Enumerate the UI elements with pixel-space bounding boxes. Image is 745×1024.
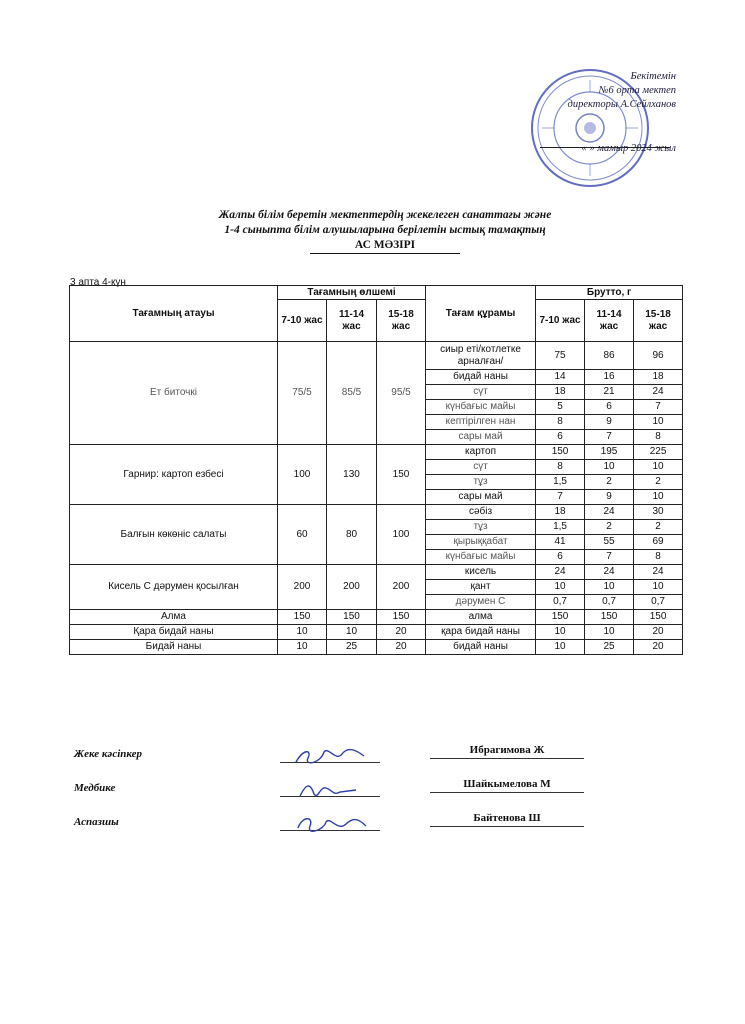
portion-7-10: 200 — [278, 565, 327, 610]
brutto-15-18: 10 — [634, 580, 683, 595]
brutto-15-18: 96 — [634, 342, 683, 370]
ingredient-name: сәбіз — [426, 505, 536, 520]
approval-block — [526, 70, 676, 156]
brutto-7-10: 41 — [536, 535, 585, 550]
ingredient-name: сары май — [426, 430, 536, 445]
brutto-15-18: 8 — [634, 550, 683, 565]
ingredient-name: сиыр еті/котлетке арналған/ — [426, 342, 536, 370]
portion-15-18: 20 — [377, 625, 426, 640]
brutto-11-14: 150 — [585, 610, 634, 625]
brutto-11-14: 0,7 — [585, 595, 634, 610]
table-row — [70, 640, 683, 655]
approval-signature-line — [540, 147, 670, 148]
dish-name: Алма — [70, 610, 278, 625]
signature-role: Жеке кәсіпкер — [74, 748, 143, 760]
brutto-7-10: 0,7 — [536, 595, 585, 610]
brutto-11-14: 7 — [585, 550, 634, 565]
dish-name: Гарнир: картоп езбесі — [70, 445, 278, 505]
brutto-11-14: 9 — [585, 415, 634, 430]
dish-name: Бидай наны — [70, 640, 278, 655]
signature-name: Шайкымелова М — [430, 778, 584, 793]
brutto-7-10: 1,5 — [536, 520, 585, 535]
portion-11-14: 150 — [327, 610, 377, 625]
ingredient-name: сүт — [426, 385, 536, 400]
header-brutto-age-11-14: 11-14 жас — [585, 300, 634, 342]
portion-7-10: 10 — [278, 640, 327, 655]
portion-7-10: 150 — [278, 610, 327, 625]
portion-15-18: 150 — [377, 445, 426, 505]
brutto-11-14: 25 — [585, 640, 634, 655]
portion-7-10: 10 — [278, 625, 327, 640]
ingredient-name: сары май — [426, 490, 536, 505]
brutto-11-14: 21 — [585, 385, 634, 400]
brutto-7-10: 7 — [536, 490, 585, 505]
header-brutto-age-7-10: 7-10 жас — [536, 300, 585, 342]
brutto-7-10: 5 — [536, 400, 585, 415]
portion-15-18: 200 — [377, 565, 426, 610]
portion-11-14: 10 — [327, 625, 377, 640]
brutto-7-10: 8 — [536, 460, 585, 475]
brutto-7-10: 150 — [536, 610, 585, 625]
ingredient-name: тұз — [426, 475, 536, 490]
portion-7-10: 100 — [278, 445, 327, 505]
approval-director: директоры А.Сейлханов — [567, 99, 676, 110]
brutto-7-10: 10 — [536, 625, 585, 640]
brutto-15-18: 225 — [634, 445, 683, 460]
signature-role: Аспазшы — [74, 816, 119, 828]
brutto-15-18: 69 — [634, 535, 683, 550]
table-row — [70, 505, 683, 520]
brutto-11-14: 9 — [585, 490, 634, 505]
table-row — [70, 565, 683, 580]
brutto-7-10: 75 — [536, 342, 585, 370]
brutto-15-18: 30 — [634, 505, 683, 520]
approval-school: №6 орта мектеп — [598, 85, 676, 96]
dish-name: Кисель С дәрумен қосылған — [70, 565, 278, 610]
brutto-7-10: 18 — [536, 385, 585, 400]
portion-11-14: 25 — [327, 640, 377, 655]
signature-line — [280, 830, 380, 831]
brutto-7-10: 6 — [536, 550, 585, 565]
brutto-11-14: 10 — [585, 580, 634, 595]
ingredient-name: қант — [426, 580, 536, 595]
ingredient-name: кептірілген нан — [426, 415, 536, 430]
table-row — [70, 342, 683, 370]
portion-11-14: 80 — [327, 505, 377, 565]
brutto-15-18: 2 — [634, 475, 683, 490]
header-dish-name: Тағамның атауы — [70, 286, 278, 342]
signature-name: Байтенова Ш — [430, 812, 584, 827]
header-age-7-10: 7-10 жас — [278, 300, 327, 342]
brutto-7-10: 150 — [536, 445, 585, 460]
ingredient-name: сүт — [426, 460, 536, 475]
table-row — [70, 445, 683, 460]
brutto-15-18: 7 — [634, 400, 683, 415]
brutto-11-14: 195 — [585, 445, 634, 460]
signature-role: Медбике — [74, 782, 116, 794]
portion-11-14: 130 — [327, 445, 377, 505]
signature-line — [280, 762, 380, 763]
signature-row-cook — [74, 812, 594, 840]
portion-11-14: 200 — [327, 565, 377, 610]
header-brutto-age-15-18: 15-18 жас — [634, 300, 683, 342]
brutto-7-10: 10 — [536, 580, 585, 595]
brutto-15-18: 18 — [634, 370, 683, 385]
portion-7-10: 75/5 — [278, 342, 327, 445]
brutto-15-18: 24 — [634, 385, 683, 400]
brutto-7-10: 14 — [536, 370, 585, 385]
brutto-7-10: 8 — [536, 415, 585, 430]
brutto-7-10: 6 — [536, 430, 585, 445]
brutto-15-18: 0,7 — [634, 595, 683, 610]
brutto-15-18: 2 — [634, 520, 683, 535]
approval-date: « » мамыр 2024 жыл — [581, 143, 676, 154]
ingredient-name: қырыққабат — [426, 535, 536, 550]
title-line-2: 1-4 сыныпта білім алушыларына берілетін ыстық тамақтың — [224, 224, 546, 236]
ingredient-name: кисель — [426, 565, 536, 580]
brutto-11-14: 24 — [585, 565, 634, 580]
brutto-11-14: 10 — [585, 460, 634, 475]
approval-title: Бекітемін — [630, 71, 676, 82]
table-row — [70, 610, 683, 625]
signature-row-nurse — [74, 778, 594, 806]
brutto-15-18: 10 — [634, 415, 683, 430]
brutto-15-18: 10 — [634, 460, 683, 475]
portion-11-14: 85/5 — [327, 342, 377, 445]
signature-name: Ибрагимова Ж — [430, 744, 584, 759]
portion-7-10: 60 — [278, 505, 327, 565]
ingredient-name: күнбағыс майы — [426, 400, 536, 415]
ingredient-name: алма — [426, 610, 536, 625]
brutto-7-10: 24 — [536, 565, 585, 580]
signature-line — [280, 796, 380, 797]
ingredient-name: тұз — [426, 520, 536, 535]
brutto-7-10: 1,5 — [536, 475, 585, 490]
brutto-11-14: 6 — [585, 400, 634, 415]
title-line-1: Жалпы білім беретін мектептердің жекелеген санаттағы және — [218, 209, 552, 221]
header-age-15-18: 15-18 жас — [377, 300, 426, 342]
ingredient-name: дәрумен С — [426, 595, 536, 610]
brutto-11-14: 2 — [585, 520, 634, 535]
brutto-15-18: 150 — [634, 610, 683, 625]
portion-15-18: 100 — [377, 505, 426, 565]
portion-15-18: 95/5 — [377, 342, 426, 445]
table-row — [70, 625, 683, 640]
brutto-11-14: 16 — [585, 370, 634, 385]
brutto-7-10: 18 — [536, 505, 585, 520]
header-age-11-14: 11-14 жас — [327, 300, 377, 342]
header-portion: Тағамның өлшемі — [278, 286, 426, 300]
brutto-11-14: 2 — [585, 475, 634, 490]
handwritten-signature — [290, 812, 370, 836]
menu-table — [69, 285, 683, 655]
brutto-7-10: 10 — [536, 640, 585, 655]
brutto-11-14: 55 — [585, 535, 634, 550]
brutto-15-18: 10 — [634, 490, 683, 505]
handwritten-signature — [290, 744, 370, 768]
document-title — [150, 208, 620, 254]
brutto-15-18: 8 — [634, 430, 683, 445]
handwritten-signature — [290, 778, 370, 802]
brutto-15-18: 20 — [634, 625, 683, 640]
ingredient-name: бидай наны — [426, 370, 536, 385]
brutto-15-18: 20 — [634, 640, 683, 655]
ingredient-name: күнбағыс майы — [426, 550, 536, 565]
header-brutto: Брутто, г — [536, 286, 683, 300]
dish-name: Қара бидай наны — [70, 625, 278, 640]
header-composition: Тағам құрамы — [426, 286, 536, 342]
ingredient-name: қара бидай наны — [426, 625, 536, 640]
week-day-label: 3 апта 4-күн — [70, 277, 126, 288]
ingredient-name: бидай наны — [426, 640, 536, 655]
brutto-11-14: 24 — [585, 505, 634, 520]
portion-15-18: 150 — [377, 610, 426, 625]
brutto-11-14: 10 — [585, 625, 634, 640]
signature-row-entrepreneur — [74, 744, 594, 772]
title-line-3: АС МӘЗІРІ — [310, 238, 460, 254]
brutto-11-14: 86 — [585, 342, 634, 370]
dish-name: Балғын көкөніс салаты — [70, 505, 278, 565]
brutto-15-18: 24 — [634, 565, 683, 580]
dish-name: Ет биточкі — [70, 342, 278, 445]
brutto-11-14: 7 — [585, 430, 634, 445]
ingredient-name: картоп — [426, 445, 536, 460]
portion-15-18: 20 — [377, 640, 426, 655]
